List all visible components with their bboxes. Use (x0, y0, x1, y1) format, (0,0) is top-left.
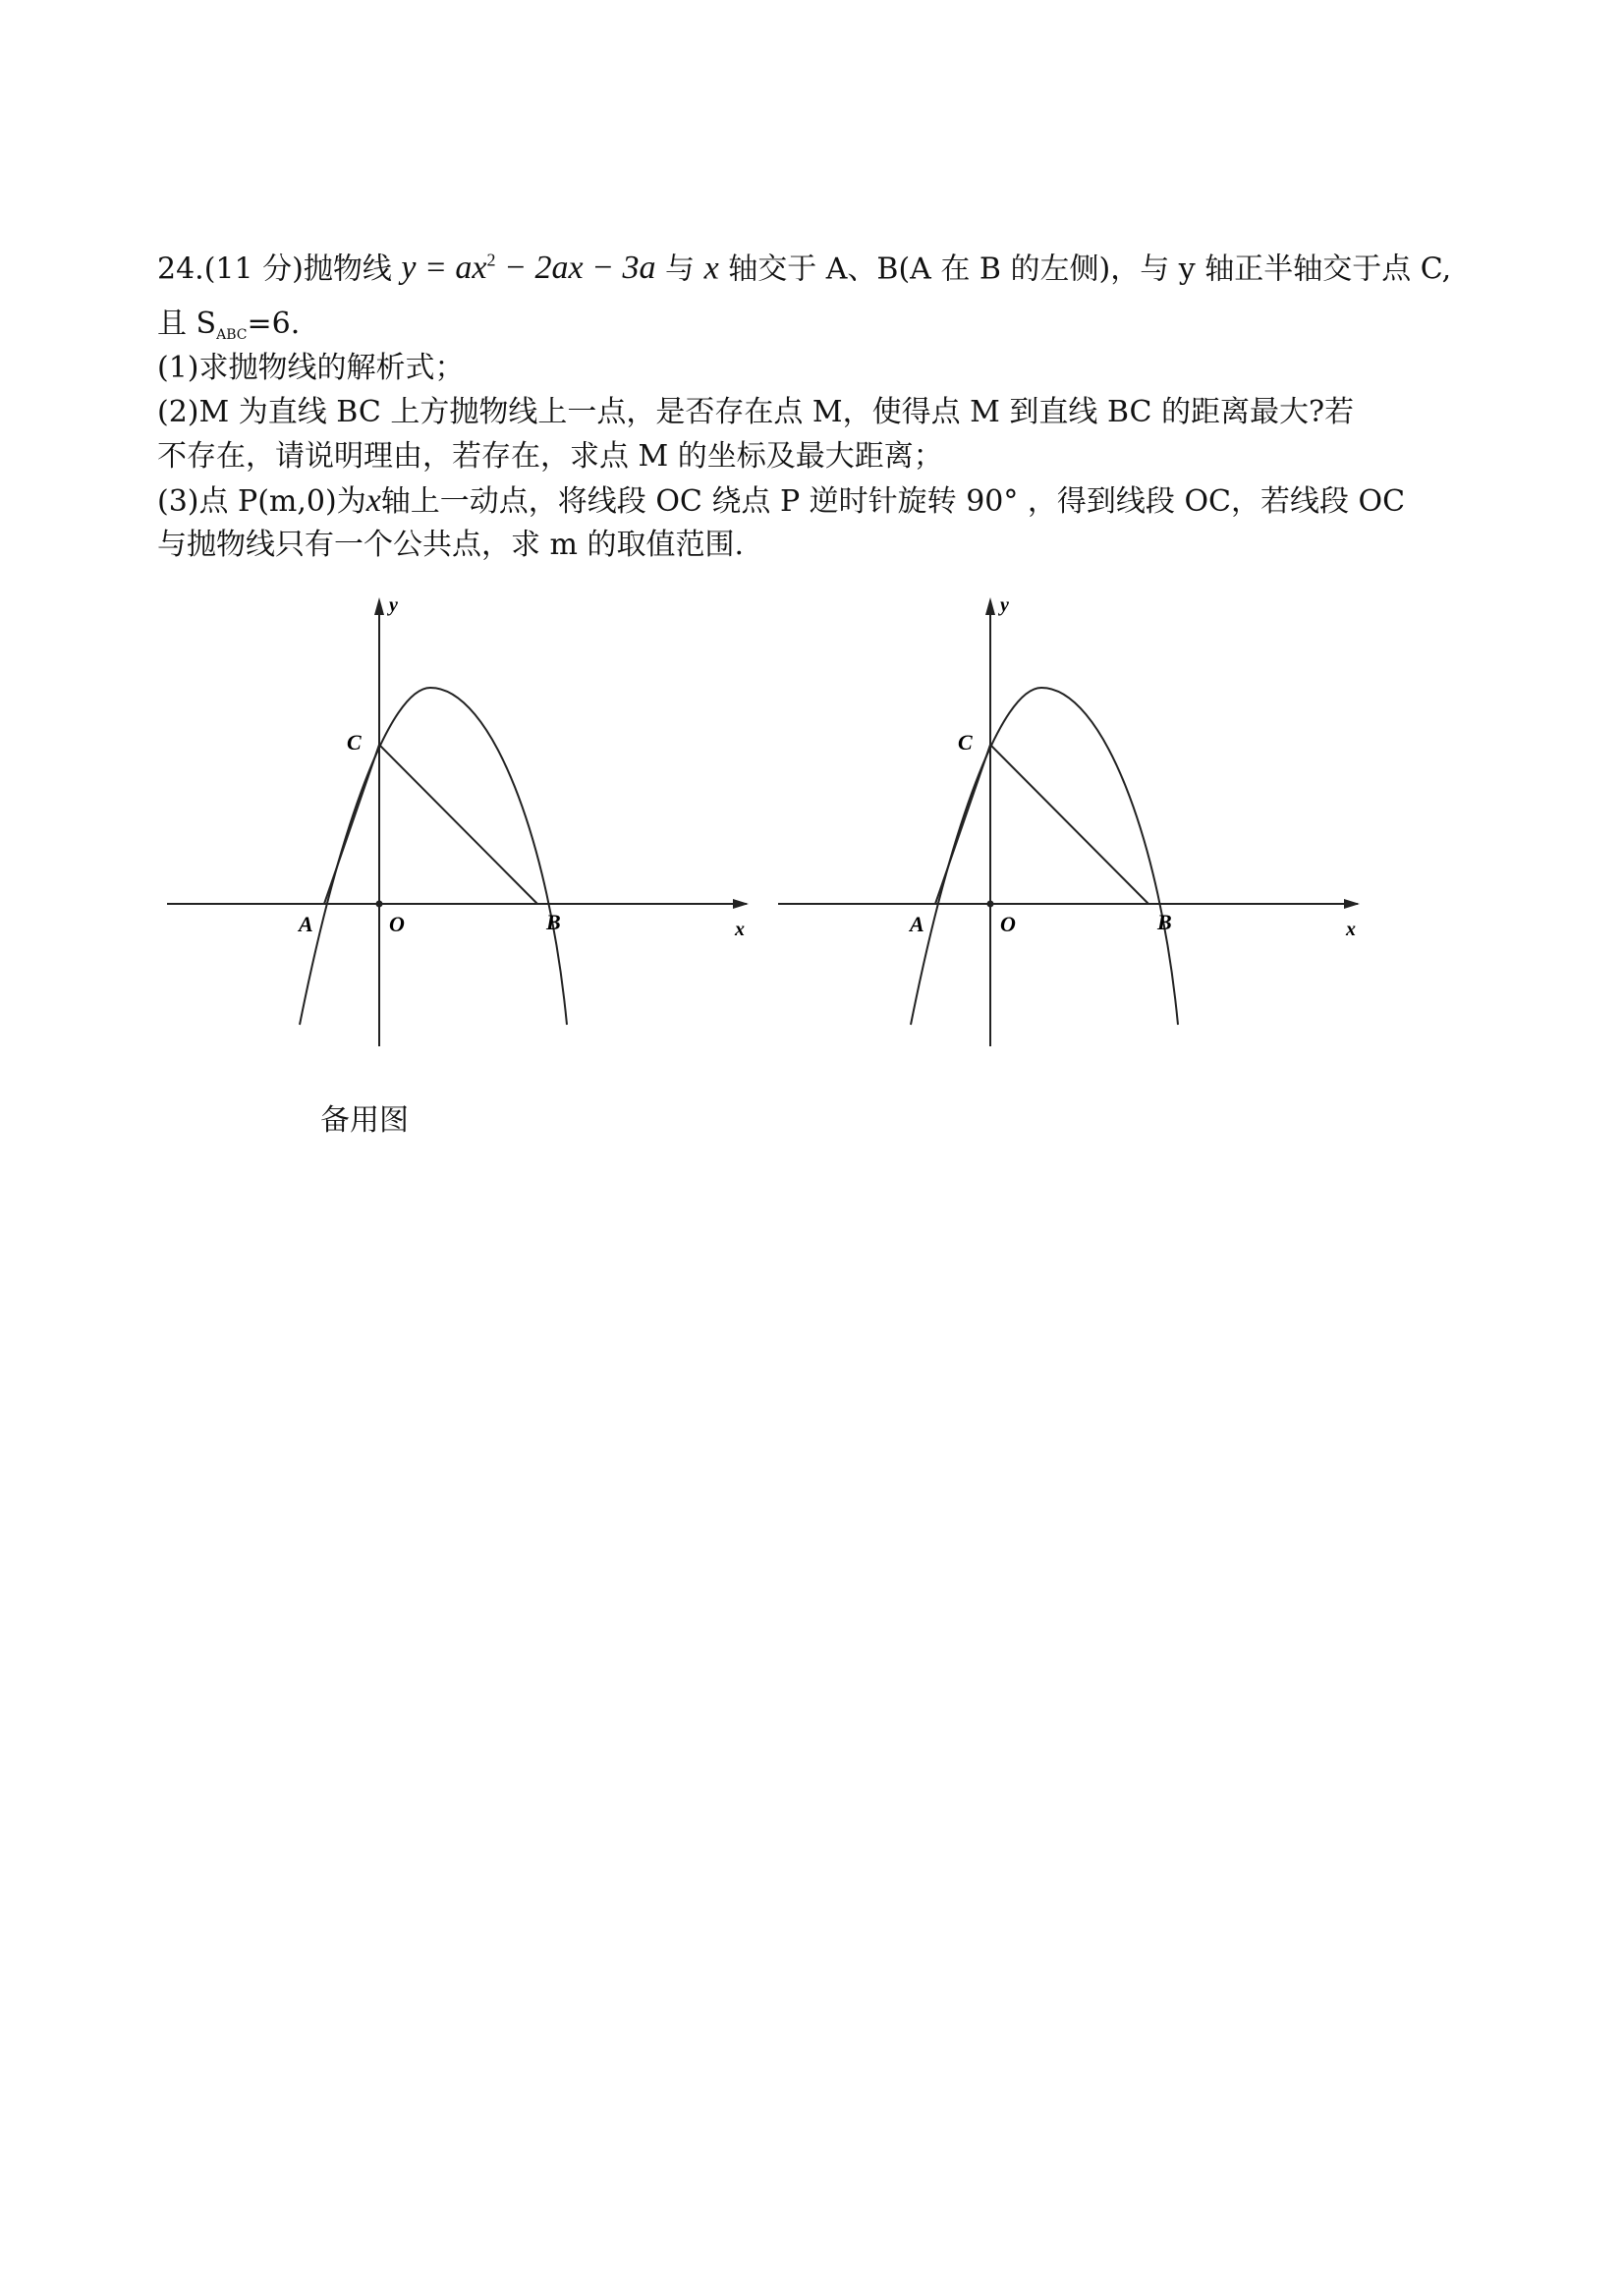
parabola-equation: $y = ax^2 - 2ax - 3a$ (401, 250, 656, 287)
label-b: B (1157, 910, 1172, 934)
area-condition-prefix: 且 S (157, 307, 217, 341)
figure-caption: 备用图 (320, 1103, 409, 1138)
problem-number-and-intro: 24.(11 分)抛物线 (157, 252, 392, 287)
part-1: (1)求抛物线的解析式； (157, 351, 465, 385)
part-3-prefix: (3)点 P(m,0)为 (157, 484, 366, 519)
problem-line-2 (157, 305, 1493, 355)
segment-ac (935, 745, 990, 904)
label-o: O (389, 912, 405, 936)
label-c: C (347, 730, 362, 755)
segment-ac (324, 745, 379, 904)
segment-bc (379, 745, 537, 904)
label-a: A (910, 912, 924, 936)
label-y: y (389, 594, 398, 616)
x-variable: x (703, 250, 719, 287)
x-axis-arrow (733, 899, 749, 909)
part-3-suffix: 轴上一动点，将线段 OC 绕点 P 逆时针旋转 90° ，得到线段 OC，若线段 OC (380, 484, 1406, 519)
label-o: O (1000, 912, 1016, 936)
label-c: C (958, 730, 973, 755)
label-y: y (1000, 594, 1009, 616)
origin-dot (987, 901, 994, 908)
problem-line-1-suffix: 轴交于 A、B(A 在 B 的左侧)，与 y 轴正半轴交于点 C, (728, 252, 1452, 287)
x-axis-arrow (1344, 899, 1360, 909)
label-a: A (299, 912, 313, 936)
area-subscript: ABC (216, 327, 248, 343)
problem-line-1-mid: 与 (665, 252, 696, 287)
label-b: B (546, 910, 561, 934)
x-variable-2: x (365, 482, 381, 519)
segment-bc (990, 745, 1148, 904)
label-x: x (735, 919, 745, 940)
part-2-line-1: (2)M 为直线 BC 上方抛物线上一点，是否存在点 M，使得点 M 到直线 BC 的距离最大?若 (157, 395, 1355, 429)
part-2-line-2: 不存在，请说明理由，若存在，求点 M 的坐标及最大距离； (157, 439, 943, 474)
part-3-line-1 (157, 481, 1493, 522)
figure-1 (167, 589, 766, 1051)
part-3-line-2: 与抛物线只有一个公共点，求 m 的取值范围. (157, 528, 745, 562)
origin-dot (376, 901, 383, 908)
area-condition-suffix: =6. (247, 307, 301, 341)
y-axis-arrow (985, 597, 995, 615)
y-axis-arrow (374, 597, 384, 615)
problem-line-1 (157, 241, 1493, 289)
figure-2 (778, 589, 1377, 1051)
label-x: x (1346, 919, 1356, 940)
